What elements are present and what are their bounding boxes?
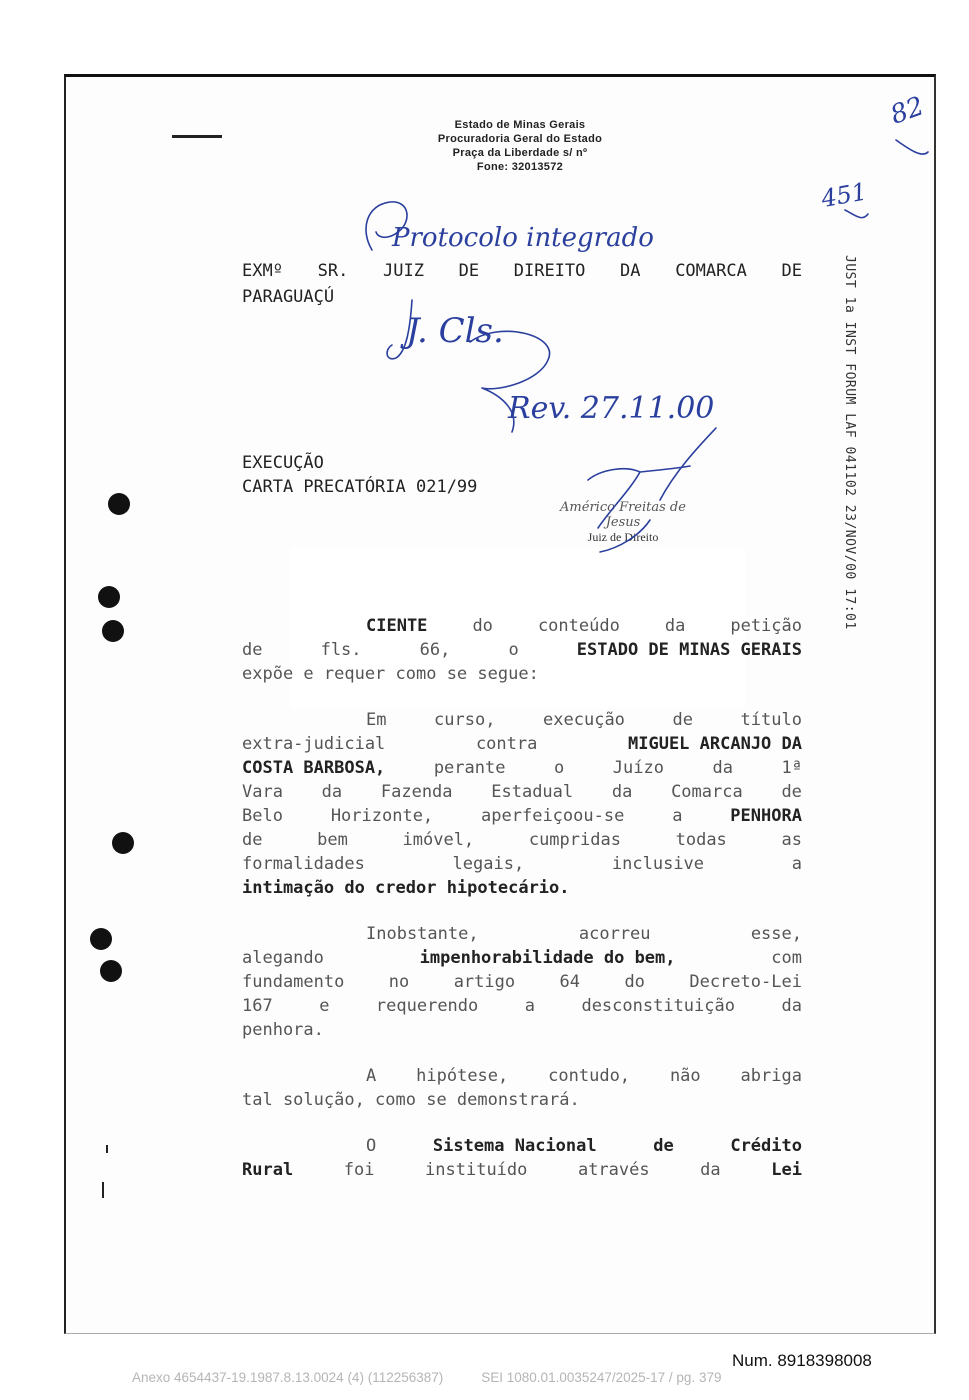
word: COSTA BARBOSA, [242, 758, 386, 778]
letterhead-address: Praça da Liberdade s/ nº [452, 147, 588, 159]
text-line [242, 732, 802, 756]
addressee-word: DA [620, 261, 641, 281]
receipt-stamp: JUST 1a INST FORUM LAF 041102 23/NOV/00 17:01 [842, 255, 857, 630]
case-type: EXECUÇÃO [242, 453, 324, 473]
paragraph-3 [242, 922, 802, 1042]
handwritten-corner-mark: 82 [886, 91, 928, 131]
text-line [242, 1158, 802, 1182]
text-line [242, 970, 802, 994]
paragraph-5 [242, 1134, 802, 1182]
word: da [611, 782, 633, 802]
word: Estadual [491, 782, 574, 802]
addressee-line-2: PARAGUAÇÚ [242, 287, 335, 307]
word: hipótese, [416, 1066, 509, 1086]
word: abriga [740, 1066, 802, 1086]
text-line: expõe e requer como se segue: [242, 664, 539, 684]
word: O [366, 1136, 377, 1156]
word: imóvel, [402, 830, 475, 850]
word: o [553, 758, 565, 778]
footer-reference [132, 1370, 759, 1385]
word: instituído [425, 1160, 528, 1180]
word: impenhorabilidade do bem, [419, 948, 676, 968]
word: a [672, 806, 683, 826]
text-line [242, 994, 802, 1018]
word: requerendo [375, 996, 479, 1016]
text-line [242, 780, 802, 804]
text-line [242, 828, 802, 852]
word: no [388, 972, 410, 992]
addressee-word: DIREITO [513, 261, 586, 281]
word: de [653, 1136, 674, 1156]
addressee-line-1 [242, 258, 802, 284]
word: esse, [750, 924, 802, 944]
punch-hole [108, 493, 130, 515]
paragraph-1 [242, 614, 802, 686]
word: legais, [452, 854, 525, 874]
paragraph-2 [242, 708, 802, 900]
annex-reference: Anexo 4654437-19.1987.8.13.0024 (4) (112256387) [132, 1370, 444, 1385]
word: 167 [242, 996, 273, 1016]
word: alegando [242, 948, 324, 968]
word: Rural [242, 1160, 294, 1180]
punch-hole [98, 586, 120, 608]
word: 64 [559, 972, 581, 992]
word: Decreto-Lei [689, 972, 802, 992]
word: bem [317, 830, 348, 850]
word: CIENTE [366, 616, 428, 636]
word: não [669, 1066, 701, 1086]
word: a [791, 854, 802, 874]
handwritten-protocol-text: Protocolo integrado [392, 223, 654, 253]
word: ESTADO DE MINAS GERAIS [576, 640, 802, 660]
word: acorreu [578, 924, 651, 944]
word: todas [675, 830, 727, 850]
scan-mark [172, 135, 222, 138]
addressee [242, 258, 802, 310]
judge-signature-block [548, 500, 698, 545]
text-line [242, 946, 802, 970]
letterhead-phone: Fone: 32013572 [476, 161, 564, 173]
word: da [712, 758, 733, 778]
word: Inobstante, [366, 924, 479, 944]
scan-mark [106, 1145, 108, 1153]
text-line [242, 1134, 802, 1158]
text-line [242, 614, 802, 638]
case-reference [242, 451, 477, 499]
word: PENHORA [730, 806, 802, 826]
word: desconstituição [581, 996, 735, 1016]
word: Horizonte, [330, 806, 434, 826]
paragraph-4 [242, 1064, 802, 1112]
word: artigo [453, 972, 516, 992]
text-line [242, 804, 802, 828]
word: Vara [242, 782, 283, 802]
word: do [472, 616, 493, 636]
word: com [771, 948, 802, 968]
text-line [242, 638, 802, 662]
addressee-word: EXMº [242, 261, 283, 281]
text-line [242, 922, 802, 946]
word: intimação do credor hipotecário. [242, 878, 570, 898]
judge-name: Américo Freitas de Jesus [560, 500, 686, 530]
word: e [319, 996, 330, 1016]
addressee-word: DE [781, 261, 802, 281]
punch-hole [100, 960, 122, 982]
word: curso, [434, 710, 496, 730]
sei-reference: SEI 1080.01.0035247/2025-17 / pg. 379 [481, 1370, 722, 1385]
addressee-word: JUIZ [382, 261, 424, 281]
word: aperfeiçoou-se [481, 806, 625, 826]
word: fundamento [242, 972, 345, 992]
scan-mark [102, 1182, 104, 1198]
word: de [781, 782, 802, 802]
case-number: CARTA PRECATÓRIA 021/99 [242, 477, 478, 497]
word: da [321, 782, 343, 802]
word: da [664, 616, 686, 636]
petition-body [242, 614, 802, 1204]
word: perante [433, 758, 506, 778]
word: da [700, 1160, 721, 1180]
word: Sistema Nacional [432, 1136, 597, 1156]
word: MIGUEL ARCANJO DA [628, 734, 802, 754]
word: formalidades [242, 854, 365, 874]
word: o [508, 640, 519, 660]
word: extra-judicial [242, 734, 386, 754]
punch-hole [90, 928, 112, 950]
word: de [242, 830, 263, 850]
word: 1ª [781, 758, 802, 778]
handwritten-conclusion-text: J. Cls. [406, 311, 504, 351]
text-line [242, 876, 802, 900]
text-line [242, 756, 802, 780]
word: da [781, 996, 802, 1016]
word: de [672, 710, 693, 730]
document-number: Num. 8918398008 [732, 1351, 872, 1370]
word: Comarca [671, 782, 743, 802]
word: contudo, [548, 1066, 631, 1086]
word: título [740, 710, 802, 730]
word: foi [343, 1160, 375, 1180]
word: Em [366, 710, 387, 730]
text-line: tal solução, como se demonstrará. [242, 1090, 580, 1110]
word: do [624, 972, 645, 992]
punch-hole [112, 832, 134, 854]
text-line [242, 708, 802, 732]
word: a [524, 996, 535, 1016]
word: as [781, 830, 802, 850]
word: conteúdo [537, 616, 620, 636]
letterhead-agency: Procuradoria Geral do Estado [437, 133, 603, 145]
letterhead-state: Estado de Minas Gerais [454, 119, 586, 131]
word: Juízo [612, 758, 664, 778]
word: inclusive [611, 854, 705, 874]
handwritten-date-text: Rev. 27.11.00 [508, 391, 715, 426]
word: A [366, 1066, 377, 1086]
word: cumpridas [528, 830, 621, 850]
text-line [242, 852, 802, 876]
word: de [242, 640, 263, 660]
word: contra [475, 734, 538, 754]
word: Lei [771, 1160, 802, 1180]
word: execução [543, 710, 625, 730]
addressee-word: DE [458, 261, 480, 281]
text-line: penhora. [242, 1020, 324, 1040]
word: através [577, 1160, 650, 1180]
text-line [242, 1064, 802, 1088]
word: Belo [242, 806, 283, 826]
word: Crédito [730, 1136, 802, 1156]
word: 66, [419, 640, 451, 660]
letterhead [400, 118, 640, 174]
judge-title: Juiz de Direito [587, 530, 659, 544]
word: petição [730, 616, 802, 636]
word: fls. [320, 640, 362, 660]
addressee-word: COMARCA [675, 261, 747, 281]
word: Fazenda [380, 782, 453, 802]
addressee-word: SR. [317, 261, 349, 281]
punch-hole [102, 620, 124, 642]
handwritten-page-number: 451 [819, 177, 870, 213]
